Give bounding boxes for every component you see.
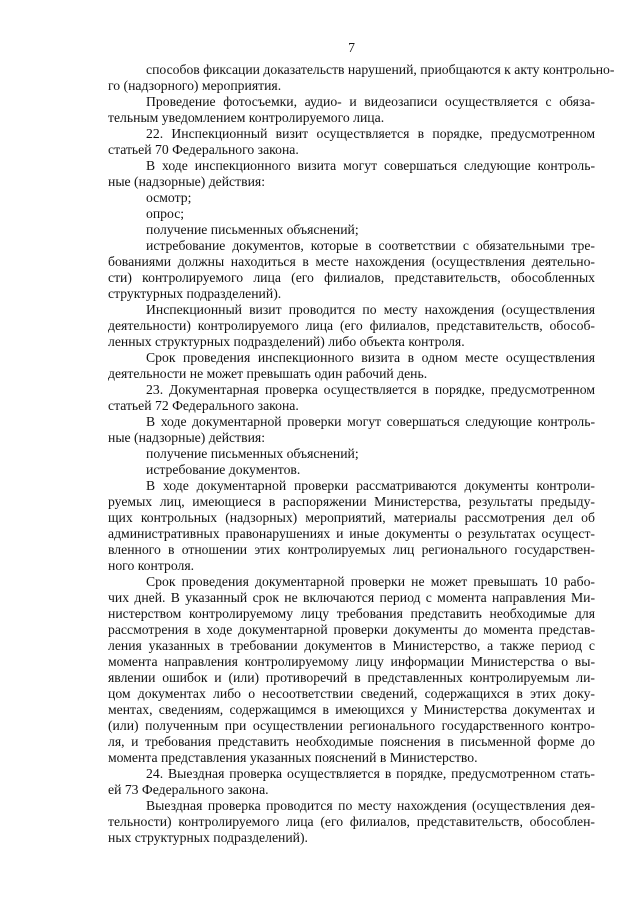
text-line: деятельности не может превышать один рабочий день.: [108, 366, 428, 381]
text-line: ментах, сведениям, содержащимся в имеющихся у Министерства документах и: [108, 702, 595, 717]
text-line: В ходе документарной проверки рассматриваются документы контроли-: [146, 478, 595, 493]
text-line: структурных подразделений).: [108, 286, 282, 301]
text-line: Срок проведения инспекционного визита в одном месте осуществления: [146, 350, 595, 365]
paragraph: [108, 190, 595, 206]
text-line: сти) контролируемого лица (его филиалов, представительств, обособленных: [108, 270, 595, 285]
text-line: получение письменных объяснений;: [146, 222, 359, 237]
text-line: 23. Документарная проверка осуществляется в порядке, предусмотренном: [146, 382, 595, 397]
paragraph: [108, 382, 595, 414]
text-line: ные (надзорные) действия:: [108, 174, 266, 189]
page-number: 7: [348, 40, 355, 55]
text-line: цом документах либо о несоответствии сведений, содержащихся в этих доку-: [108, 686, 595, 701]
paragraph: [108, 222, 595, 238]
text-line: нистерством контролируемому лицу требования представить необходимые для: [108, 606, 595, 621]
text-line: способов фиксации доказательств нарушений, приобщаются к акту контрольно-: [146, 62, 615, 77]
text-line: 24. Выездная проверка осуществляется в порядке, предусмотренном стать-: [146, 766, 595, 781]
paragraph: [108, 574, 595, 766]
text-line: рассмотрения в ходе документарной проверки документы до момента представ-: [108, 622, 595, 637]
text-line: осмотр;: [146, 190, 192, 205]
paragraph: [108, 302, 595, 350]
text-line: Проведение фотосъемки, аудио- и видеозаписи осуществляется с обяза-: [146, 94, 595, 109]
paragraph: [108, 158, 595, 190]
text-line: истребование документов, которые в соответствии с обязательными тре-: [146, 238, 595, 253]
text-line: истребование документов.: [146, 462, 301, 477]
text-line: 22. Инспекционный визит осуществляется в порядке, предусмотренном: [146, 126, 595, 141]
paragraph: [108, 478, 595, 574]
text-line: тельным уведомлением контролируемого лица.: [108, 110, 385, 125]
text-line: руемых лиц, имеющиеся в распоряжении Министерства, результаты предыду-: [108, 494, 595, 509]
text-line: статьей 70 Федерального закона.: [108, 142, 299, 157]
text-line: ные (надзорные) действия:: [108, 430, 266, 445]
text-line: ей 73 Федерального закона.: [108, 782, 269, 797]
paragraph: [108, 62, 615, 94]
text-line: ля, и требования представить необходимые пояснения в письменной форме до: [108, 734, 595, 749]
text-line: момента направления контролируемому лицу информации Министерства о вы-: [108, 654, 595, 669]
text-line: го (надзорного) мероприятия.: [108, 78, 282, 93]
text-line: чих дней. В указанный срок не включаются период с момента направления Ми-: [108, 590, 595, 605]
text-line: ных структурных подразделений).: [108, 830, 308, 845]
text-line: бованиями должны находиться в месте нахождения (осуществления деятельно-: [108, 254, 595, 269]
text-line: Выездная проверка проводится по месту нахождения (осуществления дея-: [146, 798, 595, 813]
paragraph: [108, 94, 595, 126]
paragraph: [108, 798, 595, 846]
paragraph: [108, 446, 595, 462]
text-line: Инспекционный визит проводится по месту нахождения (осуществления: [146, 302, 595, 317]
paragraph: [108, 414, 595, 446]
paragraph: [108, 206, 595, 222]
paragraph: [108, 766, 595, 798]
text-line: (или) полученным при осуществлении регионального государственного контро-: [108, 718, 595, 733]
text-line: опрос;: [146, 206, 185, 221]
paragraph: [108, 126, 595, 158]
paragraph: [108, 238, 595, 302]
text-line: деятельности) контролируемого лица (его филиалов, представительств, обособ-: [108, 318, 595, 333]
document-body: [108, 62, 615, 846]
text-line: явлении ошибок и (или) противоречий в представленных контролируемым ли-: [108, 670, 595, 685]
text-line: Срок проведения документарной проверки не может превышать 10 рабо-: [146, 574, 595, 589]
text-line: вленного в отношении этих контролируемых лиц регионального государствен-: [108, 542, 595, 557]
text-line: ления указанных в требовании документов в Министерство, а также период с: [108, 638, 595, 653]
text-line: момента представления указанных пояснений в Министерство.: [108, 750, 478, 765]
text-line: ленных структурных подразделений) либо объекта контроля.: [108, 334, 465, 349]
text-line: административных правонарушениях и иные документы о результатах осущест-: [108, 526, 595, 541]
text-line: статьей 72 Федерального закона.: [108, 398, 299, 413]
text-line: В ходе документарной проверки могут совершаться следующие контроль-: [146, 414, 595, 429]
text-line: щих контрольных (надзорных) мероприятий, материалы рассмотрения дел об: [108, 510, 595, 525]
document-page: [108, 40, 615, 846]
paragraph: [108, 462, 595, 478]
text-line: тельности) контролируемого лица (его филиалов, представительств, обособлен-: [108, 814, 595, 829]
text-line: получение письменных объяснений;: [146, 446, 359, 461]
paragraph: [108, 350, 595, 382]
text-line: ного контроля.: [108, 558, 195, 573]
text-line: В ходе инспекционного визита могут совершаться следующие контроль-: [146, 158, 595, 173]
